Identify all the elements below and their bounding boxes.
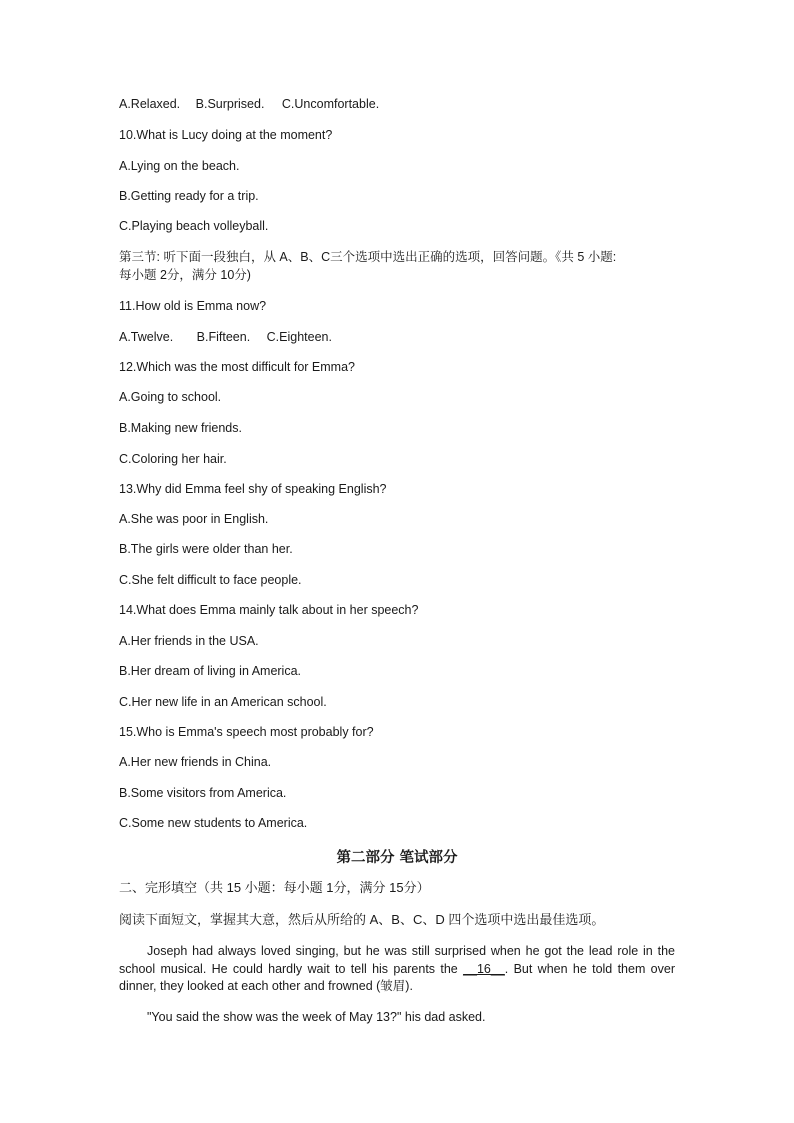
section3-instruction-line1: 第三节: 听下面一段独白，从 A、B、C三个选项中选出正确的选项，回答问题。《共 5 小题: xyxy=(119,250,617,264)
part2-title: 第二部分 笔试部分 xyxy=(336,849,458,866)
q10-option-a: A.Lying on the beach. xyxy=(119,159,240,173)
cloze-instruction: 阅读下面短文，掌握其大意，然后从所给的 A、B、C、D 四个选项中选出最佳选项。 xyxy=(119,912,605,927)
passage-paragraph-2: "You said the show was the week of May 13?" his dad asked. xyxy=(147,1010,486,1024)
q12-question: 12.Which was the most difficult for Emma? xyxy=(119,360,355,374)
q9-option-c: C.Uncomfortable. xyxy=(281,97,380,111)
q12-option-c: C.Coloring her hair. xyxy=(119,452,227,466)
q12-option-b: B.Making new friends. xyxy=(119,421,242,435)
q14-option-a: A.Her friends in the USA. xyxy=(119,634,259,648)
q14-question: 14.What does Emma mainly talk about in her speech? xyxy=(119,603,419,617)
q13-option-c: C.She felt difficult to face people. xyxy=(119,573,302,587)
passage-paragraph-1 xyxy=(119,943,675,996)
q11-option-c: C.Eighteen. xyxy=(266,330,332,344)
q13-question: 13.Why did Emma feel shy of speaking English? xyxy=(119,482,387,496)
q10-question: 10.What is Lucy doing at the moment? xyxy=(119,128,333,142)
q10-option-c: C.Playing beach volleyball. xyxy=(119,219,269,233)
passage-text-after-blank: . But when he told them over dinner, they looked at each other and frowned (皱眉). xyxy=(119,961,675,993)
q10-option-b: B.Getting ready for a trip. xyxy=(119,189,259,203)
q15-option-a: A.Her new friends in China. xyxy=(119,755,272,769)
cloze-heading: 二、完形填空（共 15 小题：每小题 1分，满分 15分） xyxy=(119,880,430,895)
section3-instruction-line2: 每小题 2分，满分 10分) xyxy=(119,268,251,282)
q13-option-a: A.She was poor in English. xyxy=(119,512,269,526)
q11-option-a: A.Twelve. xyxy=(119,330,174,344)
q11-option-b: B.Fifteen. xyxy=(196,330,251,344)
q15-option-c: C.Some new students to America. xyxy=(119,816,308,830)
passage-text-before-blank: Joseph had always loved singing, but he was still surprised when he got the lead role in the school musical. He could hardly wait to tell his parents the xyxy=(119,944,675,976)
q13-option-b: B.The girls were older than her. xyxy=(119,542,293,556)
q11-options xyxy=(119,329,332,345)
q15-question: 15.Who is Emma's speech most probably for? xyxy=(119,725,374,739)
q12-option-a: A.Going to school. xyxy=(119,390,222,404)
q9-option-a: A.Relaxed. xyxy=(119,97,181,111)
q14-option-c: C.Her new life in an American school. xyxy=(119,695,327,709)
blank-16: __16__ xyxy=(463,961,505,976)
q11-question: 11.How old is Emma now? xyxy=(119,299,267,313)
q14-option-b: B.Her dream of living in America. xyxy=(119,664,302,678)
q9-option-b: B.Surprised. xyxy=(195,97,265,111)
q9-options xyxy=(119,96,379,112)
q15-option-b: B.Some visitors from America. xyxy=(119,786,287,800)
